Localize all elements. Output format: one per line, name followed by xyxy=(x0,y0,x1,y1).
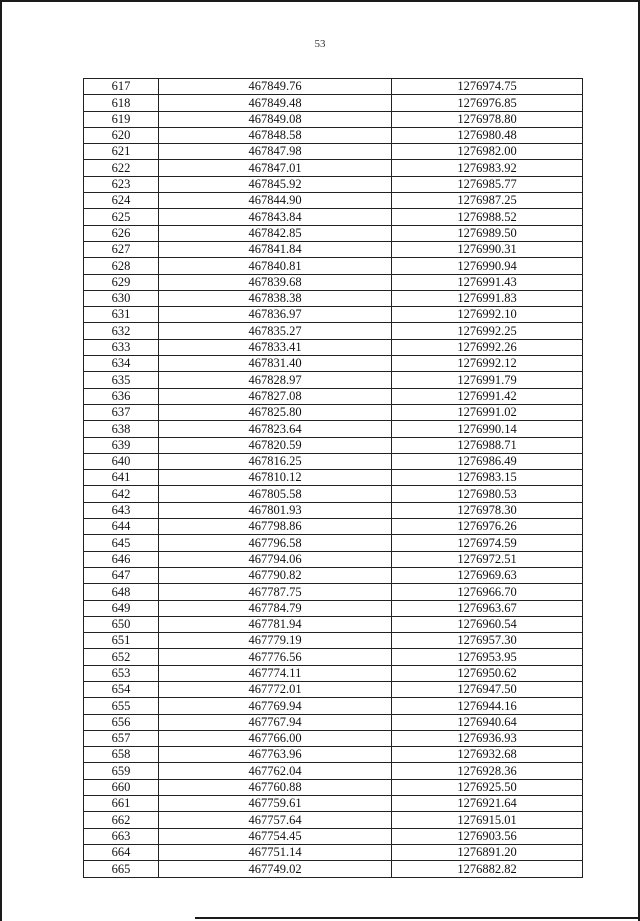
y-coordinate-cell: 1276978.80 xyxy=(392,111,583,127)
x-coordinate-cell: 467839.68 xyxy=(159,274,392,290)
table-row xyxy=(84,421,583,437)
point-number-cell: 637 xyxy=(84,404,159,420)
y-coordinate-cell: 1276992.25 xyxy=(392,323,583,339)
y-coordinate-cell: 1276963.67 xyxy=(392,600,583,616)
x-coordinate-cell: 467848.58 xyxy=(159,127,392,143)
point-number-cell: 625 xyxy=(84,209,159,225)
page-number: 53 xyxy=(314,38,326,50)
point-number-cell: 644 xyxy=(84,519,159,535)
table-row xyxy=(84,665,583,681)
table-row xyxy=(84,681,583,697)
table-row xyxy=(84,861,583,877)
point-number-cell: 630 xyxy=(84,290,159,306)
x-coordinate-cell: 467844.90 xyxy=(159,193,392,209)
table-row xyxy=(84,486,583,502)
y-coordinate-cell: 1276940.64 xyxy=(392,714,583,730)
table-row xyxy=(84,339,583,355)
table-row xyxy=(84,144,583,160)
x-coordinate-cell: 467794.06 xyxy=(159,551,392,567)
x-coordinate-cell: 467805.58 xyxy=(159,486,392,502)
table-row xyxy=(84,274,583,290)
table-row xyxy=(84,519,583,535)
table-row xyxy=(84,127,583,143)
point-number-cell: 624 xyxy=(84,193,159,209)
x-coordinate-cell: 467757.64 xyxy=(159,812,392,828)
point-number-cell: 633 xyxy=(84,339,159,355)
point-number-cell: 636 xyxy=(84,388,159,404)
y-coordinate-cell: 1276989.50 xyxy=(392,225,583,241)
y-coordinate-cell: 1276944.16 xyxy=(392,698,583,714)
x-coordinate-cell: 467784.79 xyxy=(159,600,392,616)
y-coordinate-cell: 1276950.62 xyxy=(392,665,583,681)
y-coordinate-cell: 1276882.82 xyxy=(392,861,583,877)
x-coordinate-cell: 467769.94 xyxy=(159,698,392,714)
y-coordinate-cell: 1276976.26 xyxy=(392,519,583,535)
y-coordinate-cell: 1276992.12 xyxy=(392,356,583,372)
table-row xyxy=(84,730,583,746)
y-coordinate-cell: 1276960.54 xyxy=(392,616,583,632)
point-number-cell: 618 xyxy=(84,95,159,111)
table-row xyxy=(84,844,583,860)
y-coordinate-cell: 1276903.56 xyxy=(392,828,583,844)
point-number-cell: 629 xyxy=(84,274,159,290)
x-coordinate-cell: 467763.96 xyxy=(159,747,392,763)
x-coordinate-cell: 467825.80 xyxy=(159,404,392,420)
table-row xyxy=(84,356,583,372)
y-coordinate-cell: 1276891.20 xyxy=(392,844,583,860)
table-row xyxy=(84,258,583,274)
y-coordinate-cell: 1276983.15 xyxy=(392,470,583,486)
table-row xyxy=(84,633,583,649)
x-coordinate-cell: 467774.11 xyxy=(159,665,392,681)
point-number-cell: 659 xyxy=(84,763,159,779)
y-coordinate-cell: 1276978.30 xyxy=(392,502,583,518)
point-number-cell: 623 xyxy=(84,176,159,192)
x-coordinate-cell: 467798.86 xyxy=(159,519,392,535)
y-coordinate-cell: 1276988.71 xyxy=(392,437,583,453)
y-coordinate-cell: 1276928.36 xyxy=(392,763,583,779)
point-number-cell: 621 xyxy=(84,144,159,160)
x-coordinate-cell: 467843.84 xyxy=(159,209,392,225)
y-coordinate-cell: 1276980.48 xyxy=(392,127,583,143)
x-coordinate-cell: 467790.82 xyxy=(159,567,392,583)
y-coordinate-cell: 1276925.50 xyxy=(392,779,583,795)
y-coordinate-cell: 1276936.93 xyxy=(392,730,583,746)
table-row xyxy=(84,698,583,714)
point-number-cell: 632 xyxy=(84,323,159,339)
x-coordinate-cell: 467787.75 xyxy=(159,584,392,600)
y-coordinate-cell: 1276991.43 xyxy=(392,274,583,290)
table-row xyxy=(84,470,583,486)
x-coordinate-cell: 467762.04 xyxy=(159,763,392,779)
x-coordinate-cell: 467810.12 xyxy=(159,470,392,486)
x-coordinate-cell: 467816.25 xyxy=(159,453,392,469)
scan-border-top xyxy=(0,0,640,2)
point-number-cell: 642 xyxy=(84,486,159,502)
table-row xyxy=(84,779,583,795)
table-row xyxy=(84,567,583,583)
x-coordinate-cell: 467801.93 xyxy=(159,502,392,518)
table-row xyxy=(84,209,583,225)
coordinates-table-body xyxy=(84,79,583,878)
point-number-cell: 645 xyxy=(84,535,159,551)
table-row xyxy=(84,193,583,209)
x-coordinate-cell: 467836.97 xyxy=(159,307,392,323)
point-number-cell: 641 xyxy=(84,470,159,486)
y-coordinate-cell: 1276947.50 xyxy=(392,681,583,697)
x-coordinate-cell: 467849.76 xyxy=(159,79,392,95)
x-coordinate-cell: 467827.08 xyxy=(159,388,392,404)
y-coordinate-cell: 1276915.01 xyxy=(392,812,583,828)
y-coordinate-cell: 1276957.30 xyxy=(392,633,583,649)
point-number-cell: 635 xyxy=(84,372,159,388)
y-coordinate-cell: 1276982.00 xyxy=(392,144,583,160)
table-row xyxy=(84,747,583,763)
scan-border-bottom xyxy=(195,917,640,919)
point-number-cell: 653 xyxy=(84,665,159,681)
point-number-cell: 660 xyxy=(84,779,159,795)
y-coordinate-cell: 1276990.94 xyxy=(392,258,583,274)
point-number-cell: 662 xyxy=(84,812,159,828)
table-row xyxy=(84,714,583,730)
y-coordinate-cell: 1276986.49 xyxy=(392,453,583,469)
point-number-cell: 638 xyxy=(84,421,159,437)
y-coordinate-cell: 1276972.51 xyxy=(392,551,583,567)
point-number-cell: 664 xyxy=(84,844,159,860)
y-coordinate-cell: 1276980.53 xyxy=(392,486,583,502)
table-row xyxy=(84,600,583,616)
table-row xyxy=(84,828,583,844)
point-number-cell: 622 xyxy=(84,160,159,176)
x-coordinate-cell: 467841.84 xyxy=(159,241,392,257)
table-row xyxy=(84,535,583,551)
table-row xyxy=(84,584,583,600)
y-coordinate-cell: 1276985.77 xyxy=(392,176,583,192)
point-number-cell: 634 xyxy=(84,356,159,372)
x-coordinate-cell: 467754.45 xyxy=(159,828,392,844)
y-coordinate-cell: 1276991.42 xyxy=(392,388,583,404)
x-coordinate-cell: 467751.14 xyxy=(159,844,392,860)
scan-border-left xyxy=(0,0,2,921)
table-row xyxy=(84,241,583,257)
x-coordinate-cell: 467835.27 xyxy=(159,323,392,339)
table-row xyxy=(84,404,583,420)
point-number-cell: 658 xyxy=(84,747,159,763)
point-number-cell: 663 xyxy=(84,828,159,844)
table-row xyxy=(84,79,583,95)
x-coordinate-cell: 467831.40 xyxy=(159,356,392,372)
point-number-cell: 647 xyxy=(84,567,159,583)
x-coordinate-cell: 467840.81 xyxy=(159,258,392,274)
point-number-cell: 620 xyxy=(84,127,159,143)
y-coordinate-cell: 1276974.59 xyxy=(392,535,583,551)
point-number-cell: 649 xyxy=(84,600,159,616)
y-coordinate-cell: 1276953.95 xyxy=(392,649,583,665)
x-coordinate-cell: 467847.01 xyxy=(159,160,392,176)
point-number-cell: 628 xyxy=(84,258,159,274)
x-coordinate-cell: 467833.41 xyxy=(159,339,392,355)
table-row xyxy=(84,551,583,567)
table-row xyxy=(84,111,583,127)
table-row xyxy=(84,616,583,632)
y-coordinate-cell: 1276976.85 xyxy=(392,95,583,111)
point-number-cell: 665 xyxy=(84,861,159,877)
coordinates-table xyxy=(83,78,583,878)
table-row xyxy=(84,225,583,241)
y-coordinate-cell: 1276932.68 xyxy=(392,747,583,763)
table-row xyxy=(84,372,583,388)
table-row xyxy=(84,176,583,192)
x-coordinate-cell: 467849.48 xyxy=(159,95,392,111)
x-coordinate-cell: 467766.00 xyxy=(159,730,392,746)
table-row xyxy=(84,290,583,306)
point-number-cell: 631 xyxy=(84,307,159,323)
point-number-cell: 651 xyxy=(84,633,159,649)
table-row xyxy=(84,437,583,453)
y-coordinate-cell: 1276991.83 xyxy=(392,290,583,306)
point-number-cell: 646 xyxy=(84,551,159,567)
table-row xyxy=(84,453,583,469)
y-coordinate-cell: 1276966.70 xyxy=(392,584,583,600)
x-coordinate-cell: 467823.64 xyxy=(159,421,392,437)
y-coordinate-cell: 1276921.64 xyxy=(392,796,583,812)
x-coordinate-cell: 467842.85 xyxy=(159,225,392,241)
x-coordinate-cell: 467845.92 xyxy=(159,176,392,192)
point-number-cell: 650 xyxy=(84,616,159,632)
point-number-cell: 619 xyxy=(84,111,159,127)
point-number-cell: 654 xyxy=(84,681,159,697)
x-coordinate-cell: 467779.19 xyxy=(159,633,392,649)
table-row xyxy=(84,95,583,111)
point-number-cell: 648 xyxy=(84,584,159,600)
table-row xyxy=(84,763,583,779)
point-number-cell: 639 xyxy=(84,437,159,453)
y-coordinate-cell: 1276990.31 xyxy=(392,241,583,257)
point-number-cell: 617 xyxy=(84,79,159,95)
point-number-cell: 655 xyxy=(84,698,159,714)
point-number-cell: 656 xyxy=(84,714,159,730)
y-coordinate-cell: 1276992.10 xyxy=(392,307,583,323)
y-coordinate-cell: 1276988.52 xyxy=(392,209,583,225)
y-coordinate-cell: 1276974.75 xyxy=(392,79,583,95)
x-coordinate-cell: 467847.98 xyxy=(159,144,392,160)
x-coordinate-cell: 467776.56 xyxy=(159,649,392,665)
table-row xyxy=(84,812,583,828)
y-coordinate-cell: 1276990.14 xyxy=(392,421,583,437)
x-coordinate-cell: 467838.38 xyxy=(159,290,392,306)
x-coordinate-cell: 467749.02 xyxy=(159,861,392,877)
point-number-cell: 627 xyxy=(84,241,159,257)
table-row xyxy=(84,323,583,339)
table-row xyxy=(84,160,583,176)
x-coordinate-cell: 467849.08 xyxy=(159,111,392,127)
point-number-cell: 657 xyxy=(84,730,159,746)
table-row xyxy=(84,388,583,404)
point-number-cell: 643 xyxy=(84,502,159,518)
x-coordinate-cell: 467796.58 xyxy=(159,535,392,551)
y-coordinate-cell: 1276992.26 xyxy=(392,339,583,355)
table-row xyxy=(84,649,583,665)
x-coordinate-cell: 467772.01 xyxy=(159,681,392,697)
x-coordinate-cell: 467820.59 xyxy=(159,437,392,453)
x-coordinate-cell: 467767.94 xyxy=(159,714,392,730)
y-coordinate-cell: 1276991.02 xyxy=(392,404,583,420)
point-number-cell: 640 xyxy=(84,453,159,469)
point-number-cell: 652 xyxy=(84,649,159,665)
y-coordinate-cell: 1276987.25 xyxy=(392,193,583,209)
y-coordinate-cell: 1276969.63 xyxy=(392,567,583,583)
y-coordinate-cell: 1276991.79 xyxy=(392,372,583,388)
x-coordinate-cell: 467760.88 xyxy=(159,779,392,795)
point-number-cell: 626 xyxy=(84,225,159,241)
x-coordinate-cell: 467781.94 xyxy=(159,616,392,632)
table-row xyxy=(84,796,583,812)
x-coordinate-cell: 467759.61 xyxy=(159,796,392,812)
table-row xyxy=(84,502,583,518)
y-coordinate-cell: 1276983.92 xyxy=(392,160,583,176)
point-number-cell: 661 xyxy=(84,796,159,812)
x-coordinate-cell: 467828.97 xyxy=(159,372,392,388)
table-row xyxy=(84,307,583,323)
